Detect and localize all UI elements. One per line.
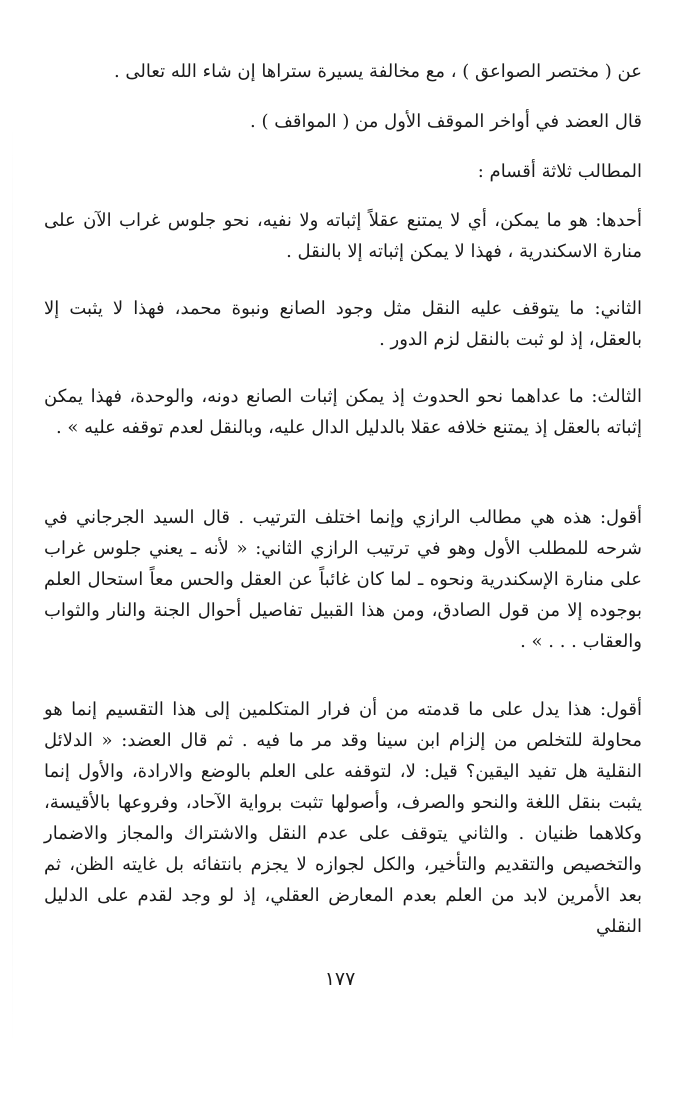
paragraph-heading-three-parts: المطالب ثلاثة أقسام : xyxy=(477,161,642,182)
paragraph-mutakallimun: أقول: هذا يدل على ما قدمته من أن فرار المتكلمين إلى هذا التقسيم إنما هو محاولة للتخلص من إلزام ابن سينا وقد مر ما فيه . ثم قال العضد: « الدلائل النقلية هل تفيد اليقين؟ قيل: لا، لتوقفه على العلم بالوضع والارادة، والأول إنما يثبت بنقل اللغة والنحو والصرف، وأصولها تثبت برواية الآحاد، وفروعها بالأقيسة، وكلاهما ظنيان . والثاني يتوقف على عدم النقل والاشتراك والمجاز والاضمار والتخصيص والتقديم والتأخير، والكل لجوازه لا يجزم بانتفائه بل غايته الظن، ثم بعد الأمرين لابد من العلم بعدم المعارض العقلي، إذ لو وجد لقدم على الدليل النقلي xyxy=(44,699,642,937)
paragraph-adud-quote: قال العضد في أواخر الموقف الأول من ( المواقف ) . xyxy=(250,111,642,132)
paragraph-third-part: الثالث: ما عداهما نحو الحدوث إذ يمكن إثبات الصانع دونه، والوحدة، فهذا يمكن إثباته بالعقل إذ يمتنع خلافه عقلا بالدليل الدال عليه، وبالنقل لعدم توقفه عليه » . xyxy=(44,386,642,438)
paragraph-second-part: الثاني: ما يتوقف عليه النقل مثل وجود الصانع ونبوة محمد، فهذا لا يثبت إلا بالعقل، إذ لو ثبت بالنقل لزم الدور . xyxy=(44,298,642,350)
page-number: ١٧٧ xyxy=(324,968,356,990)
paragraph-first-part: أحدها: هو ما يمكن، أي لا يمتنع عقلاً إثباته ولا نفيه، نحو جلوس غراب الآن على منارة الاسكندرية ، فهذا لا يمكن إثباته إلا بالنقل . xyxy=(44,210,642,262)
paragraph-razi-order: أقول: هذه هي مطالب الرازي وإنما اختلف الترتيب . قال السيد الجرجاني في شرحه للمطلب الأول وهو في ترتيب الرازي الثاني: « لأنه ـ يعني جلوس غراب على منارة الإسكندرية ونحوه ـ لما كان غائباً عن العقل والحس معاً استحال العلم بوجوده إلا من قول الصادق، ومن هذا القبيل تفاصيل أحوال الجنة والنار والثواب والعقاب . . . » . xyxy=(44,507,642,652)
scan-edge-shadow xyxy=(12,120,13,1050)
paragraph-intro: عن ( مختصر الصواعق ) ، مع مخالفة يسيرة ستراها إن شاء الله تعالى . xyxy=(113,61,642,82)
